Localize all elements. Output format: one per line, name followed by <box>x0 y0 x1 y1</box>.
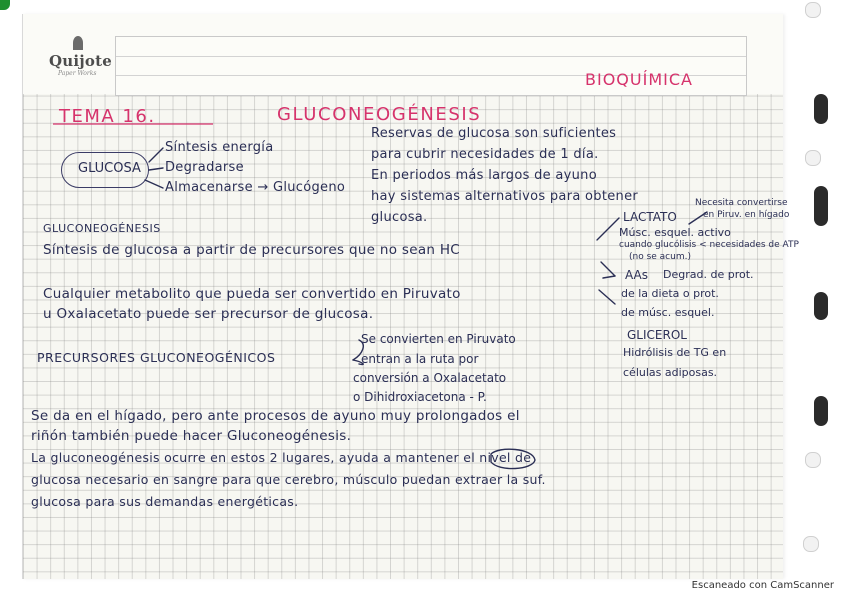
glucose-branch: Degradarse <box>165 160 244 175</box>
notebook-page <box>22 14 799 579</box>
list-connector <box>597 218 619 240</box>
bracket-stroke <box>353 340 363 360</box>
precursor-glycerol-detail: células adiposas. <box>623 366 718 379</box>
closing-line: Se da en el hígado, pero ante procesos de ayuno muy prolongados el <box>31 408 520 424</box>
binder-hole <box>805 452 821 468</box>
binder-hole <box>814 94 828 124</box>
binder-hole <box>805 150 821 166</box>
binder-hole <box>814 186 828 226</box>
lactate-side-note: Necesita convertirse <box>695 198 788 208</box>
gluconeogenic-heading: PRECURSORES GLUCONEOGÉNICOS <box>37 350 276 365</box>
precursor-lactate-detail: cuando glucólisis < necesidades de ATP <box>619 240 799 250</box>
precursor-aas-detail: de la dieta o prot. <box>621 287 719 300</box>
definition-text: Síntesis de glucosa a partir de precursores que no sean HC <box>43 242 461 258</box>
branch-connector <box>149 148 163 162</box>
binder-hole <box>805 2 821 18</box>
precursor-aas-detail: de músc. esquel. <box>621 306 715 319</box>
intro-line: En periodos más largos de ayuno <box>371 168 597 183</box>
gluconeogenic-branch: conversión a Oxalacetato <box>353 371 507 385</box>
precursor-glycerol: GLICEROL <box>627 328 687 342</box>
intro-line: glucosa. <box>371 210 428 225</box>
precursor-aas: AAs <box>625 268 649 282</box>
intro-line: para cubrir necesidades de 1 día. <box>371 147 599 162</box>
bracket-stroke <box>353 360 363 365</box>
intro-line: Reservas de glucosa son suficientes <box>371 126 617 141</box>
branch-connector <box>149 168 163 170</box>
gluconeogenic-branch: o Dihidroxiacetona - P. <box>353 390 487 404</box>
branch-connector <box>145 180 163 188</box>
precursor-aas-detail: Degrad. de prot. <box>663 268 754 281</box>
topic-label: TEMA 16. <box>59 106 156 127</box>
glucose-branch: Almacenarse → Glucógeno <box>165 180 346 195</box>
lactate-side-note: en Piruv. en hígado <box>703 210 790 220</box>
circled-word <box>491 449 535 468</box>
list-connector <box>601 262 615 276</box>
list-connector <box>603 276 615 278</box>
gluconeogenic-branch: entran a la ruta por <box>361 352 479 366</box>
binder-hole <box>803 536 819 552</box>
precursor-lactate-detail: Músc. esquel. activo <box>619 226 731 239</box>
precursor-rule-line: Cualquier metabolito que pueda ser convertido en Piruvato <box>43 286 461 302</box>
glucose-branch: Síntesis energía <box>165 140 274 155</box>
corner-mark <box>0 0 10 10</box>
subject-label: BIOQUÍMICA <box>585 70 693 89</box>
ink-strokes <box>23 14 783 579</box>
definition-heading: GLUCONEOGÉNESIS <box>43 222 161 235</box>
binder-hole <box>814 292 828 320</box>
arrow-stroke <box>689 212 707 224</box>
glucose-center-label: GLUCOSA <box>78 161 141 176</box>
topic-title: GLUCONEOGÉNESIS <box>277 104 482 125</box>
closing-line: La gluconeogénesis ocurre en estos 2 lugares, ayuda a mantener el nivel de <box>31 450 532 465</box>
binder-hole <box>814 396 828 426</box>
precursor-lactate: LACTATO <box>623 210 677 224</box>
brand-subtitle: Paper Works <box>58 70 97 77</box>
list-connector <box>599 290 615 304</box>
closing-line: glucosa para sus demandas energéticas. <box>31 494 299 509</box>
closing-line: riñón también puede hacer Gluconeogénesis. <box>31 428 352 444</box>
intro-line: hay sistemas alternativos para obtener <box>371 189 639 204</box>
brand-name: Quijote <box>49 52 112 70</box>
precursor-glycerol-detail: Hidrólisis de TG en <box>623 346 727 359</box>
precursor-lactate-detail: (no se acum.) <box>629 252 691 262</box>
gluconeogenic-branch: Se convierten en Piruvato <box>361 332 516 346</box>
closing-line: glucosa necesario en sangre para que cerebro, músculo puedan extraer la suf. <box>31 472 546 487</box>
precursor-rule-line: u Oxalacetato puede ser precursor de glucosa. <box>43 306 374 322</box>
scanner-watermark: Escaneado con CamScanner <box>691 580 834 591</box>
